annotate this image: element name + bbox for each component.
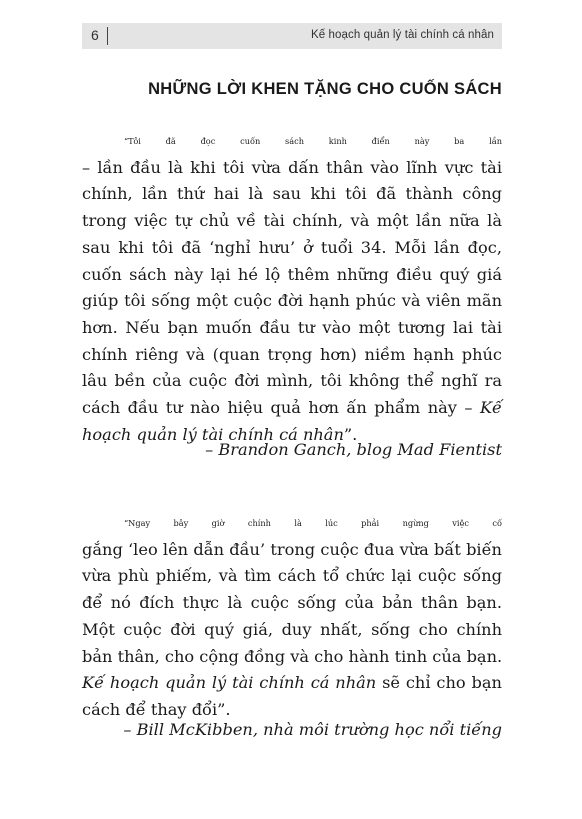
quote-line: sau khi tôi đã ‘nghỉ hưu’ ở tuổi 34. Mỗi lần đọc, — [82, 237, 502, 257]
running-header — [82, 23, 502, 49]
quote-line — [82, 395, 502, 422]
book-title-italic: Kế — [479, 398, 502, 418]
quote-line: gắng ‘leo lên dẫn đầu’ trong cuộc đua vừa bất biến — [82, 539, 502, 559]
quote-text: sẽ chỉ cho bạn — [376, 673, 502, 693]
quote-line: bản thân, cho cộng đồng và cho hành tinh của bạn. — [82, 646, 503, 666]
attribution-brandon-ganch: – Brandon Ganch, blog Mad Fientist — [205, 440, 502, 459]
attribution-bill-mckibben: – Bill McKibben, nhà môi trường học nổi tiếng — [123, 720, 502, 739]
quote-line: Một cuộc đời quý giá, duy nhất, sống cho chính — [82, 619, 502, 639]
quote-line: vừa phù phiếm, và tìm cách tổ chức lại cuộc sống — [82, 566, 502, 586]
quote-line: – lần đầu là khi tôi vừa dấn thân vào lĩnh vực tài — [82, 157, 502, 177]
quote-line: giúp tôi sống một cuộc đời hạnh phúc và viên mãn — [82, 291, 502, 311]
section-title: NHỮNG LỜI KHEN TẶNG CHO CUỐN SÁCH — [148, 80, 502, 98]
quote-brandon-ganch — [82, 128, 502, 448]
quote-line: “Tôi đã đọc cuốn sách kinh điển này ba lần — [124, 136, 502, 146]
quote-text: cách đầu tư nào hiệu quả hơn ấn phẩm này – — [82, 398, 480, 418]
quote-line: chính riêng và (quan trọng hơn) niềm hạnh phúc — [82, 344, 502, 364]
page-number: 6 — [91, 27, 99, 43]
quote-line: hơn. Nếu bạn muốn đầu tư vào một tương lai tài — [82, 317, 502, 337]
quote-bill-mckibben — [82, 510, 502, 724]
quote-line: “Ngay bây giờ chính là lúc phải ngừng việc cố — [124, 518, 502, 528]
book-title-italic: Kế hoạch quản lý tài chính cá nhân — [82, 673, 377, 693]
running-title: Kế hoạch quản lý tài chính cá nhân — [310, 29, 494, 41]
quote-line — [82, 670, 502, 697]
quote-line: cách để thay đổi”. — [82, 699, 231, 719]
quote-text: ”. — [343, 424, 358, 444]
quote-line: chính, lần thứ hai là sau khi tôi đã thành công — [82, 184, 502, 204]
quote-line: để nó đích thực là cuộc sống của bản thân bạn. — [82, 593, 502, 613]
quote-line: trong việc tự chủ về tài chính, và một lần nữa là — [82, 211, 502, 231]
header-divider — [107, 27, 108, 45]
quote-line: cuốn sách này lại hé lộ thêm những điều quý giá — [82, 264, 502, 284]
book-title-italic: hoạch quản lý tài chính cá nhân — [82, 424, 344, 444]
quote-line: lâu bền của cuộc đời mình, tôi không thể nghĩ ra — [82, 371, 502, 391]
